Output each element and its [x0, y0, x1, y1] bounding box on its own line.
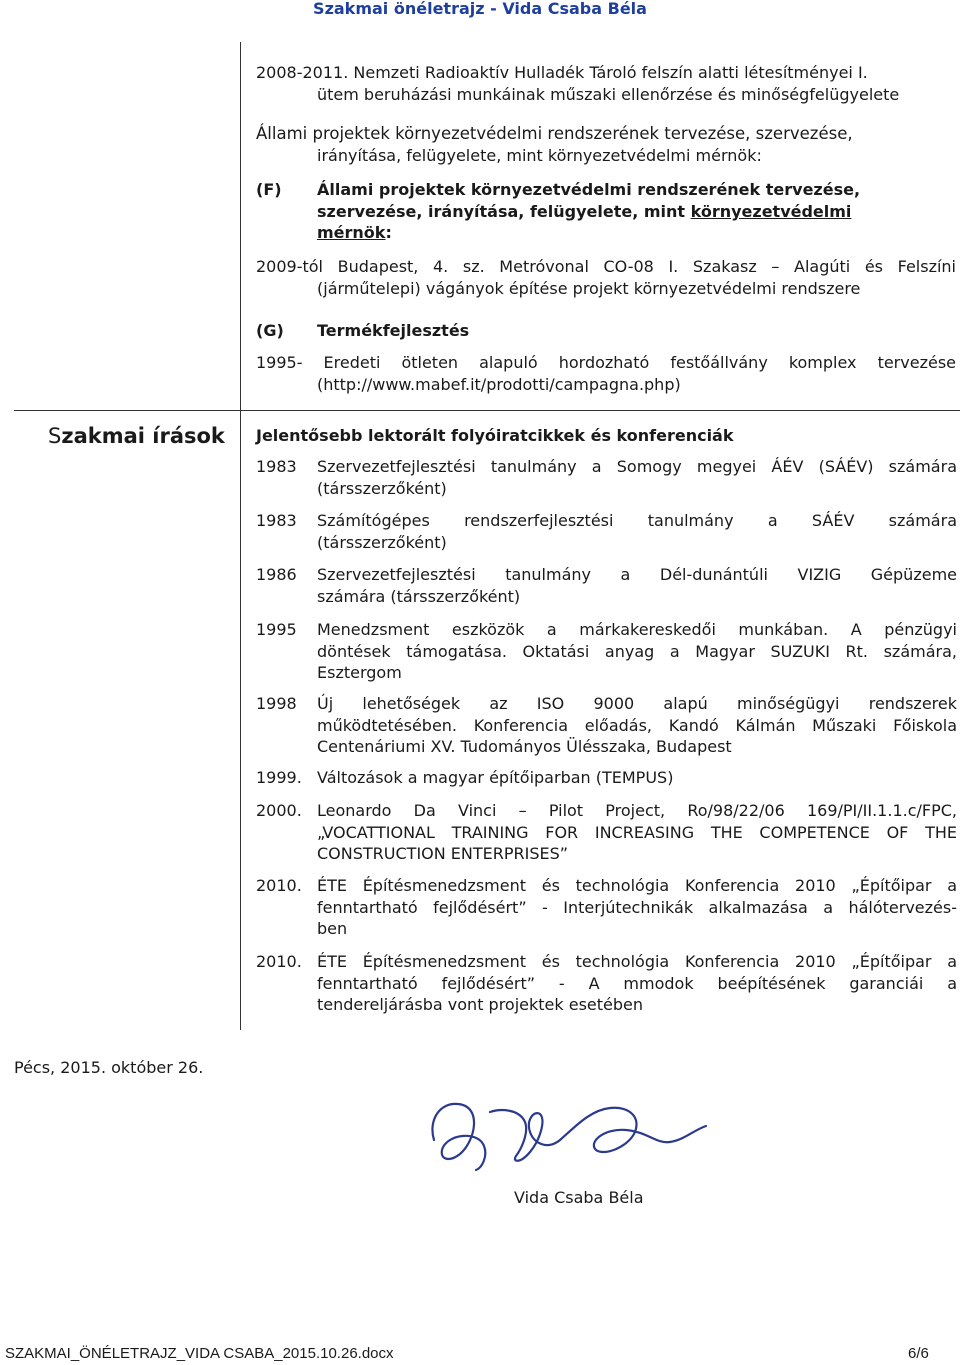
writing-entry-line: (társszerzőként) — [317, 532, 447, 552]
writing-entry-line: Szervezetfejlesztési tanulmány a Dél-dunántúli VIZIG Gépüzeme — [317, 565, 957, 584]
writing-entry-line: tendereljárásba vont projektek esetében — [317, 995, 644, 1014]
writing-year: 2000. — [256, 801, 302, 820]
section-f-label: (F) — [256, 180, 282, 199]
section-g-entry-line-1: 1995- Eredeti ötleten alapuló hordozható festőállvány komplex tervezése — [256, 353, 956, 372]
writing-year: 1983 — [256, 511, 297, 530]
writing-entry-line: Szervezetfejlesztési tanulmány a Somogy megyei ÁÉV (SÁÉV) számára — [317, 457, 957, 476]
writing-year: 2010. — [256, 952, 302, 971]
section-f-entry-line-2: (járműtelepi) vágányok építése projekt környezetvédelmi rendszere — [317, 279, 861, 298]
writing-entry-line: fenntartható fejlődésért” - Interjútechnikák alkalmazása a hálótervezés- — [317, 897, 957, 917]
nrht-line-2: ütem beruházási munkáinak műszaki ellenőrzése és minőségfelügyelete — [317, 85, 900, 104]
writing-entry-line: működtetésében. Konferencia előadás, Kandó Kálmán Műszaki Főiskola — [317, 715, 957, 735]
place-date: Pécs, 2015. október 26. — [14, 1058, 204, 1077]
writing-entry-line: Változások a magyar építőiparban (TEMPUS) — [317, 768, 674, 787]
writing-entry-line: Centenáriumi XV. Tudományos Ülésszaka, Budapest — [317, 737, 732, 756]
section-f-entry-line-1: 2009-tól Budapest, 4. sz. Metróvonal CO-08 I. Szakasz – Alagúti és Felszíni — [256, 257, 956, 276]
writing-entry-line: ÉTE Építésmenedzsment és technológia Konferencia 2010 „Építőipar a — [317, 952, 957, 971]
writing-year: 1983 — [256, 457, 297, 476]
section-g-title: Termékfejlesztés — [317, 321, 470, 340]
section-f-title-line-2: szervezése, irányítása, felügyelete, mint környezetvédelmi — [317, 202, 852, 221]
writing-entry-line: Menedzsment eszközök a márkakereskedői munkában. A pénzügyi — [317, 620, 957, 639]
writing-entry-line: (társszerzőként) — [317, 478, 447, 498]
document-header-title: Szakmai önéletrajz - Vida Csaba Béla — [313, 0, 647, 18]
footer-filename: SZAKMAI_ÖNÉLETRAJZ_VIDA CSABA_2015.10.26.docx — [5, 1345, 394, 1362]
writing-year: 1998 — [256, 694, 297, 713]
section-g-entry-line-2: (http://www.mabef.it/prodotti/campagna.php) — [317, 375, 681, 394]
writings-heading: Jelentősebb lektorált folyóiratcikkek és konferenciák — [256, 426, 734, 445]
writing-year: 1995 — [256, 620, 297, 639]
writing-year: 1986 — [256, 565, 297, 584]
writing-entry-line: CONSTRUCTION ENTERPRISES” — [317, 844, 569, 863]
footer-page-number: 6/6 — [908, 1345, 929, 1362]
writing-entry-line: döntések támogatása. Oktatási anyag a Magyar SUZUKI Rt. számára, — [317, 641, 957, 661]
column-divider — [240, 42, 241, 1030]
writing-entry-line: „VOCATTIONAL TRAINING FOR INCREASING THE COMPETENCE OF THE — [317, 822, 957, 842]
allami-line-2: irányítása, felügyelete, mint környezetvédelmi mérnök: — [317, 146, 762, 165]
writing-entry-line: Esztergom — [317, 663, 402, 682]
section-g-label: (G) — [256, 321, 284, 340]
writing-entry-line: Számítógépes rendszerfejlesztési tanulmány a SÁÉV számára — [317, 511, 957, 530]
nrht-line-1: 2008-2011. Nemzeti Radioaktív Hulladék Tároló felszín alatti létesítményei I. — [256, 63, 868, 82]
writing-entry-line: ÉTE Építésmenedzsment és technológia Konferencia 2010 „Építőipar a — [317, 876, 957, 895]
writing-entry-line: Leonardo Da Vinci – Pilot Project, Ro/98/22/06 169/PI/II.1.1.c/FPC, — [317, 801, 957, 820]
writing-entry-line: ben — [317, 919, 348, 938]
signatory-name: Vida Csaba Béla — [514, 1188, 644, 1207]
writing-entry-line: Új lehetőségek az ISO 9000 alapú minőségügyi rendszerek — [317, 694, 957, 713]
writing-year: 1999. — [256, 768, 302, 787]
writing-entry-line: számára (társszerzőként) — [317, 586, 521, 606]
allami-line-1: Állami projektek környezetvédelmi rendszerének tervezése, szervezése, — [256, 124, 853, 143]
writing-year: 2010. — [256, 876, 302, 895]
section-f-title-line-3: mérnök: — [317, 223, 392, 242]
writing-entry-line: fenntartható fejlődésért” - A mmodok beépítésének garanciái a — [317, 973, 957, 993]
signature — [420, 1090, 720, 1180]
section-f-title-line-1: Állami projektek környezetvédelmi rendszerének tervezése, — [317, 180, 861, 199]
section-side-label-writings: Szakmai írások — [48, 424, 225, 448]
section-divider — [14, 410, 960, 411]
